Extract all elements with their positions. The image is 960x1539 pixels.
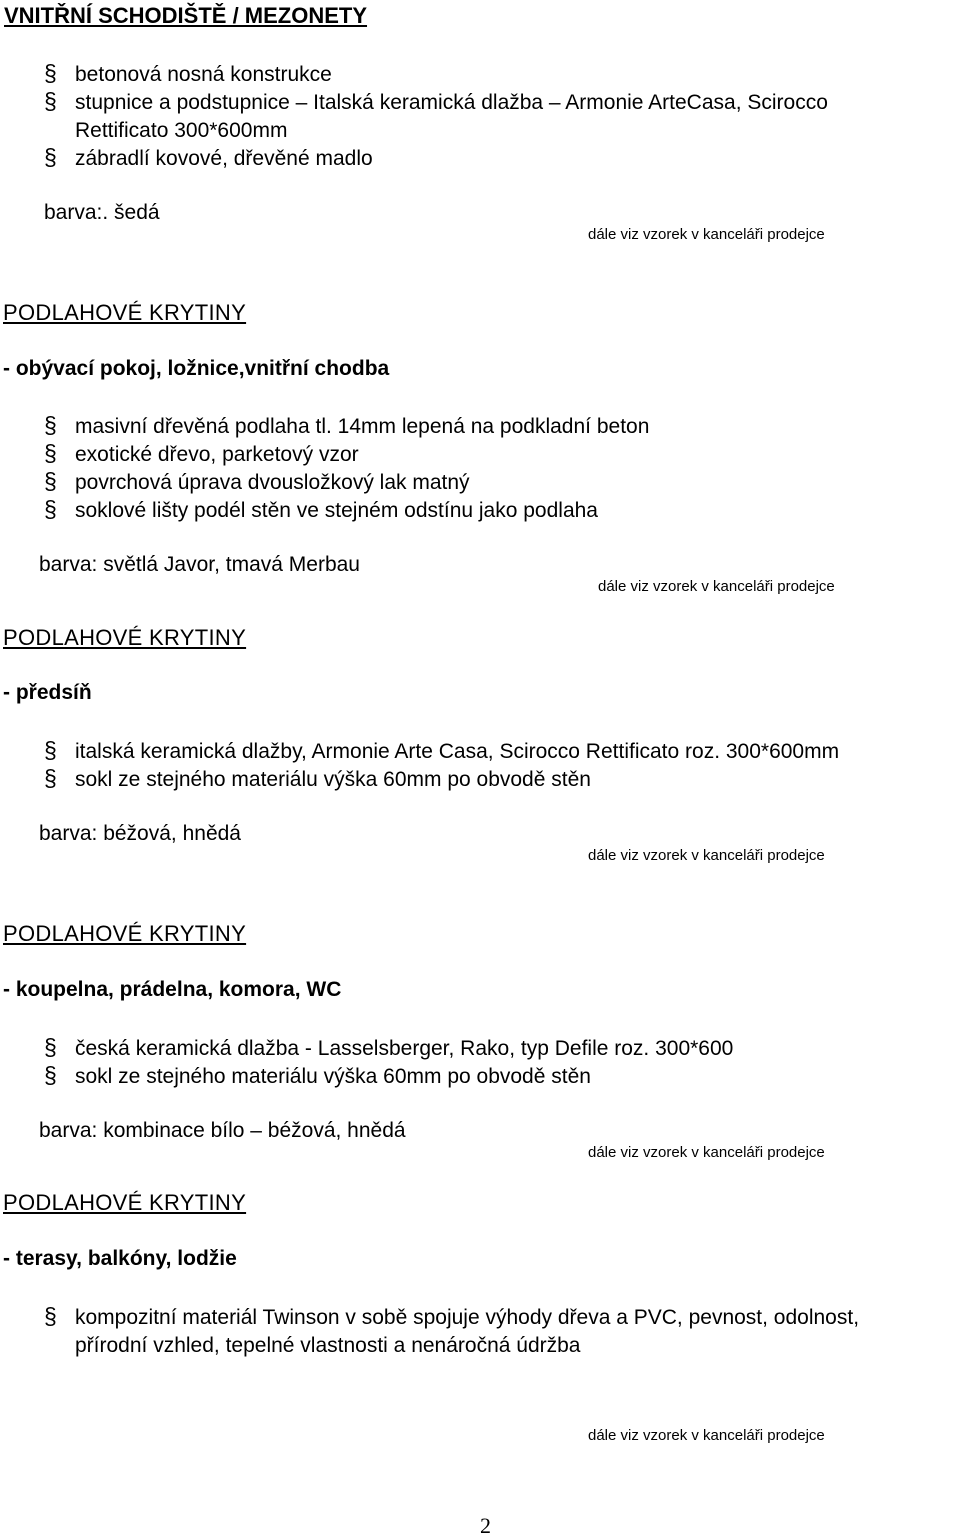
list-item-text: sokl ze stejného materiálu výška 60mm po obvodě stěn <box>75 1065 591 1088</box>
list-item <box>44 1304 914 1360</box>
room-name: - koupelna, prádelna, komora, WC <box>3 978 342 1001</box>
page-number: 2 <box>480 1513 491 1538</box>
stairs-heading: VNITŘNÍ SCHODIŠTĚ / MEZONETY <box>4 3 368 28</box>
list-item-text: soklové lišty podél stěn ve stejném odstínu jako podlaha <box>75 499 598 522</box>
list-item-text: sokl ze stejného materiálu výška 60mm po obvodě stěn <box>75 768 591 791</box>
list-item-text: kompozitní materiál Twinson v sobě spojuje výhody dřeva a PVC, pevnost, odolnost, přírodní vzhled, tepelné vlastnosti a nenáročná údržba <box>75 1306 860 1357</box>
color-text: barva: kombinace bílo – béžová, hnědá <box>39 1119 406 1142</box>
section-mark-icon: § <box>44 1062 57 1088</box>
color-text: barva: béžová, hnědá <box>39 822 241 845</box>
section-mark-icon: § <box>44 1034 57 1060</box>
showroom-note: dále viz vzorek v kanceláři prodejce <box>588 226 825 243</box>
section-heading: PODLAHOVÉ KRYTINY <box>3 921 247 946</box>
section-mark-icon: § <box>44 468 57 494</box>
room-name: - předsíň <box>3 681 92 704</box>
color-text: barva:. šedá <box>44 201 160 224</box>
list-item-text: italská keramická dlažby, Armonie Arte Casa, Scirocco Rettificato roz. 300*600mm <box>75 740 840 763</box>
list-item <box>44 61 944 89</box>
list-item-text: česká keramická dlažba - Lasselsberger, Rako, typ Defile roz. 300*600 <box>75 1037 734 1060</box>
list-item <box>44 469 944 497</box>
section-heading: PODLAHOVÉ KRYTINY <box>3 1190 247 1215</box>
section-mark-icon: § <box>44 496 57 522</box>
list-item <box>44 497 944 525</box>
list-item-text: masivní dřevěná podlaha tl. 14mm lepená na podkladní beton <box>75 415 650 438</box>
showroom-note: dále viz vzorek v kanceláři prodejce <box>588 1427 825 1444</box>
list-item <box>44 441 944 469</box>
list-item-text: betonová nosná konstrukce <box>75 63 332 86</box>
list-item <box>44 766 944 794</box>
showroom-note: dále viz vzorek v kanceláři prodejce <box>588 847 825 864</box>
list-item <box>44 89 924 145</box>
room-name: - terasy, balkóny, lodžie <box>3 1247 237 1270</box>
list-item-text: exotické dřevo, parketový vzor <box>75 443 359 466</box>
showroom-note: dále viz vzorek v kanceláři prodejce <box>588 1144 825 1161</box>
list-item <box>44 738 944 766</box>
list-item <box>44 1035 944 1063</box>
showroom-note: dále viz vzorek v kanceláři prodejce <box>598 578 835 595</box>
list-item-text: povrchová úprava dvousložkový lak matný <box>75 471 470 494</box>
list-item-text: zábradlí kovové, dřevěné madlo <box>75 147 373 170</box>
section-mark-icon: § <box>44 1303 57 1329</box>
section-mark-icon: § <box>44 737 57 763</box>
section-mark-icon: § <box>44 88 57 114</box>
section-heading: PODLAHOVÉ KRYTINY <box>3 300 247 325</box>
list-item-text: stupnice a podstupnice – Italská keramická dlažba – Armonie ArteCasa, Scirocco Rettificato 300*600mm <box>75 91 828 142</box>
section-heading: PODLAHOVÉ KRYTINY <box>3 625 247 650</box>
color-text: barva: světlá Javor, tmavá Merbau <box>39 553 360 576</box>
section-mark-icon: § <box>44 144 57 170</box>
section-mark-icon: § <box>44 440 57 466</box>
list-item <box>44 413 944 441</box>
section-mark-icon: § <box>44 412 57 438</box>
room-name: - obývací pokoj, ložnice,vnitřní chodba <box>3 357 390 380</box>
list-item <box>44 145 944 173</box>
section-mark-icon: § <box>44 60 57 86</box>
list-item <box>44 1063 944 1091</box>
section-mark-icon: § <box>44 765 57 791</box>
